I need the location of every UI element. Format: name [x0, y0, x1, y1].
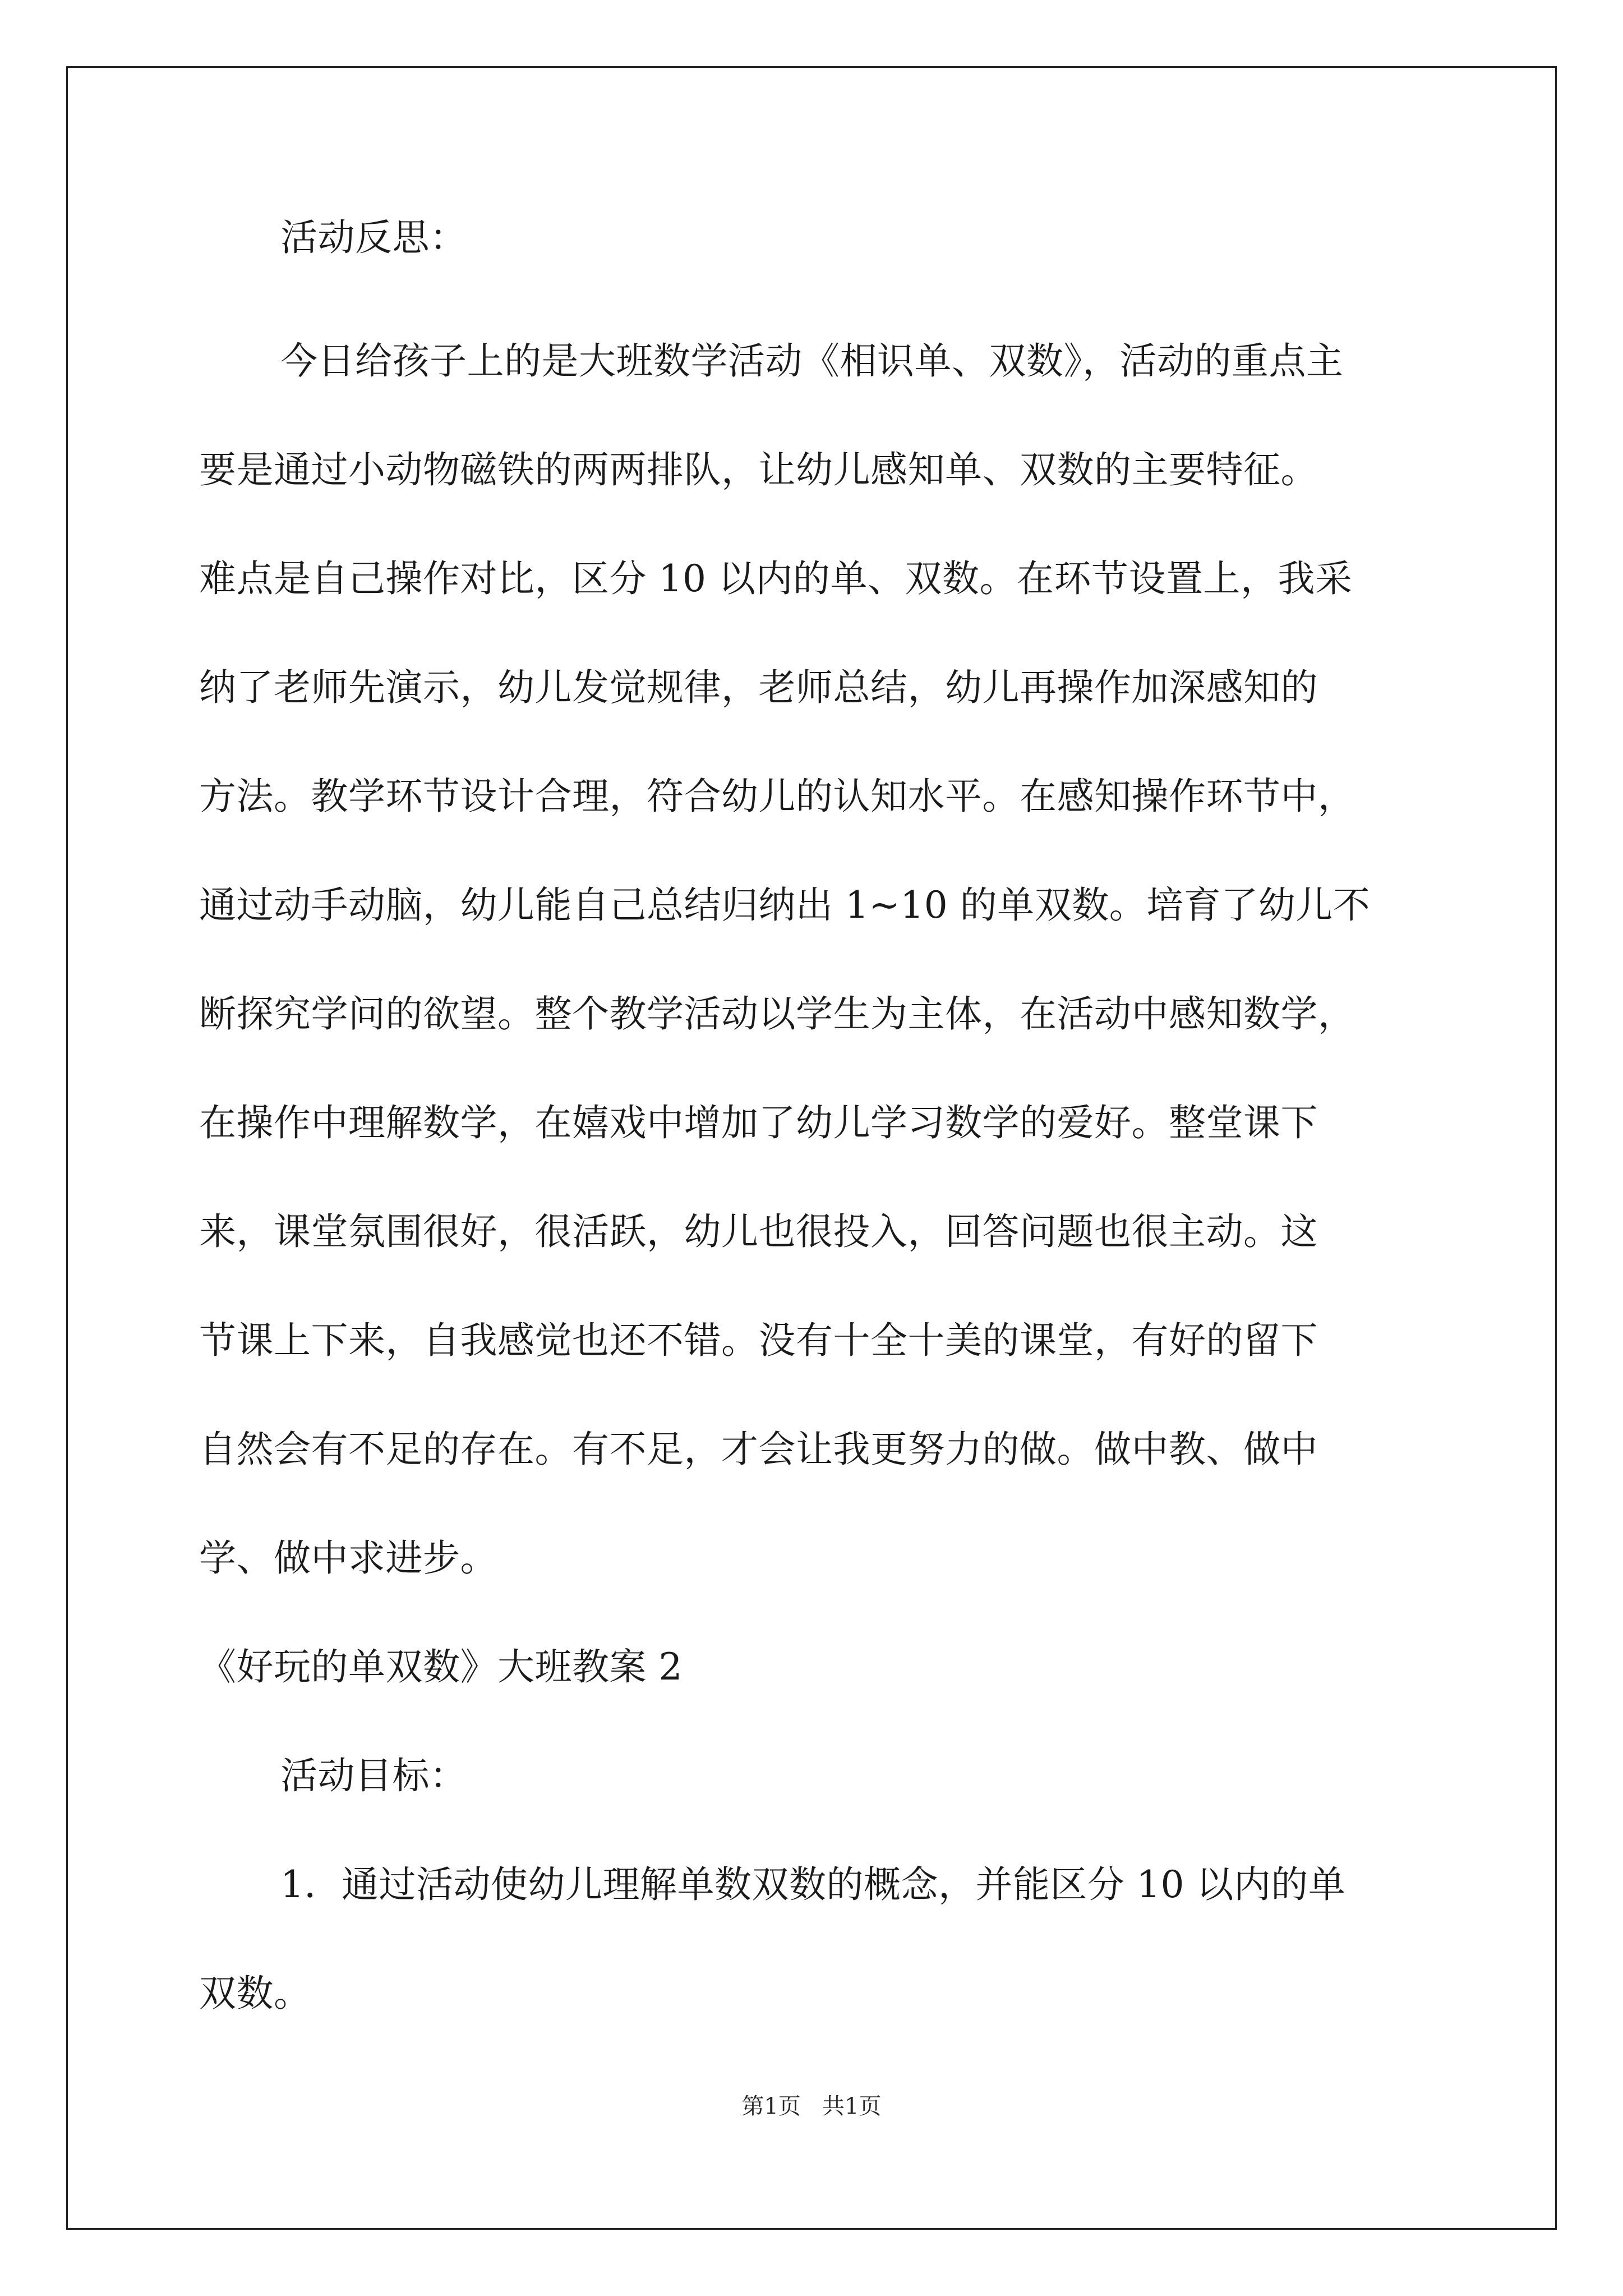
- paragraph-line: 要是通过小动物磁铁的两两排队，让幼儿感知单、双数的主要特征。: [199, 448, 1318, 491]
- paragraph-line: 纳了老师先演示，幼儿发觉规律，老师总结，幼儿再操作加深感知的: [199, 666, 1318, 709]
- paragraph-line: 断探究学问的欲望。整个教学活动以学生为主体，在活动中感知数学，: [199, 992, 1355, 1036]
- paragraph-line: 方法。教学环节设计合理，符合幼儿的认知水平。在感知操作环节中，: [199, 775, 1355, 818]
- goals-heading: 活动目标：: [280, 1754, 467, 1797]
- paragraph-line: 来，课堂氛围很好，很活跃，幼儿也很投入，回答问题也很主动。这: [199, 1210, 1318, 1253]
- page-footer: 第1页 共1页: [741, 2093, 882, 2119]
- paragraph-line: 通过动手动脑，幼儿能自己总结归纳出 1~10 的单双数。培育了幼儿不: [199, 884, 1371, 927]
- goal-line: 1．通过活动使幼儿理解单数双数的概念，并能区分 10 以内的单: [280, 1863, 1346, 1906]
- paragraph-line: 在操作中理解数学，在嬉戏中增加了幼儿学习数学的爱好。整堂课下: [199, 1101, 1318, 1144]
- reflection-heading: 活动反思：: [280, 216, 467, 259]
- goal-line: 双数。: [199, 1972, 311, 2015]
- paragraph-line: 学、做中求进步。: [199, 1536, 497, 1580]
- paragraph-line: 自然会有不足的存在。有不足，才会让我更努力的做。做中教、做中: [199, 1428, 1318, 1471]
- section-title: 《好玩的单双数》大班教案 2: [199, 1645, 683, 1688]
- paragraph-line: 今日给孩子上的是大班数学活动《相识单、双数》，活动的重点主: [280, 339, 1344, 383]
- paragraph-line: 节课上下来，自我感觉也还不错。没有十全十美的课堂，有好的留下: [199, 1319, 1318, 1362]
- paragraph-line: 难点是自己操作对比，区分 10 以内的单、双数。在环节设置上，我采: [199, 557, 1353, 600]
